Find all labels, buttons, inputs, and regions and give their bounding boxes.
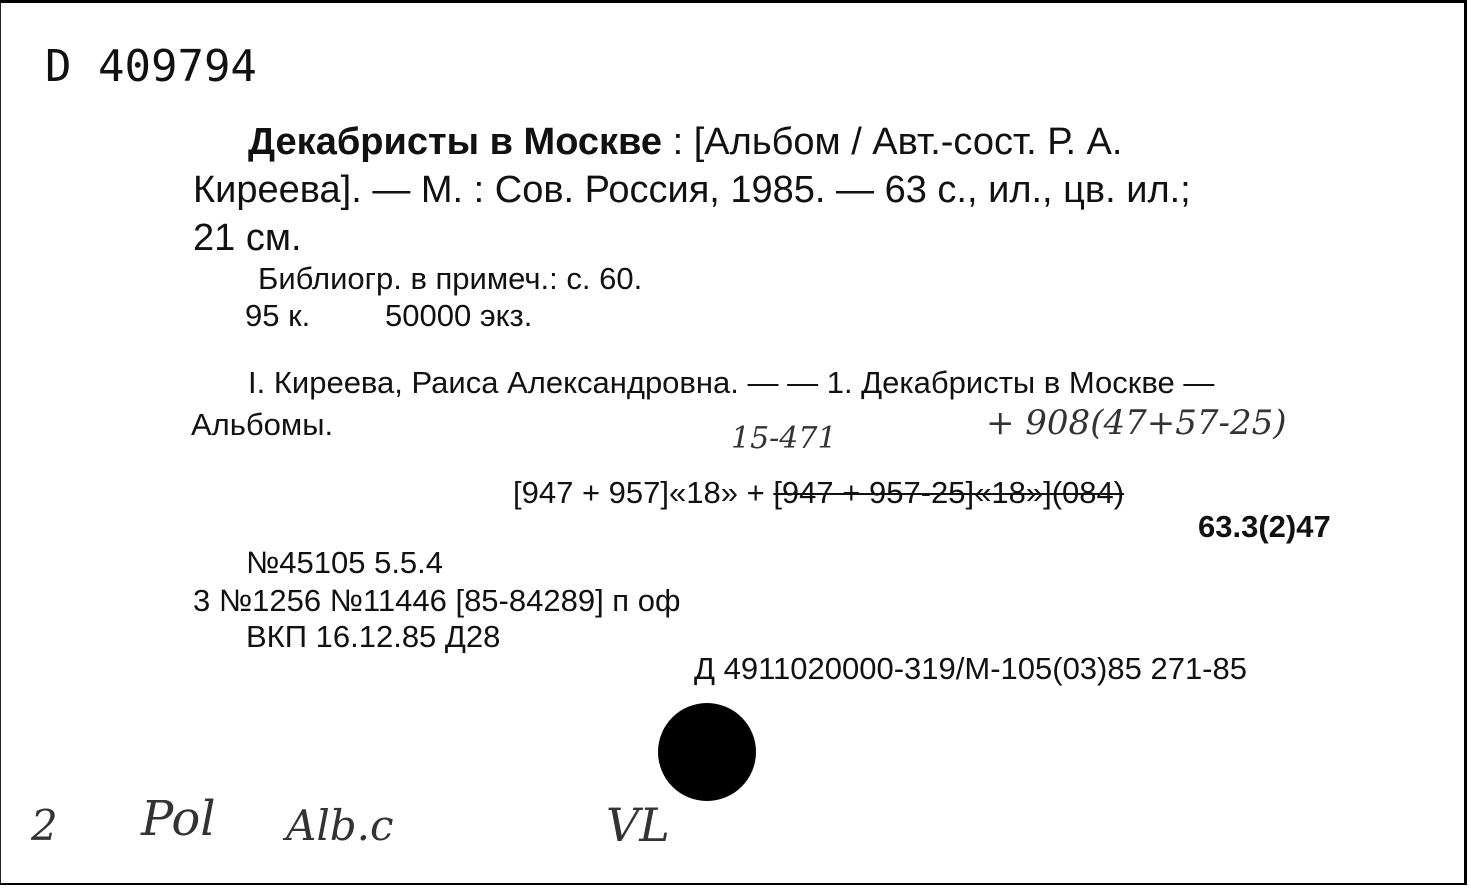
- handwritten-classification: + 908(47+57-25): [986, 403, 1287, 443]
- price: 95 к.: [245, 298, 311, 333]
- print-run: 50000 экз.: [385, 298, 533, 333]
- handwritten-bottom-1: 2: [31, 801, 58, 850]
- title-note: : [Альбом / Авт.-сост. Р. А.: [672, 121, 1123, 163]
- handwritten-bottom-3: Alb.c: [286, 801, 394, 850]
- title-line-3: 21 см.: [193, 217, 302, 259]
- handwritten-bottom-2: Pol: [141, 791, 216, 847]
- bbk-index: 63.3(2)47: [1198, 509, 1331, 544]
- bibliography-note: Библиогр. в примеч.: с. 60.: [258, 261, 643, 296]
- classification-line: [513, 475, 1124, 511]
- title-line-1: [248, 121, 1122, 164]
- handwritten-number: 15-471: [731, 421, 837, 456]
- order-numbers: 3 №1256 №11446 [85-84289] п оф: [193, 583, 681, 618]
- punch-hole: [658, 703, 756, 801]
- book-title: Декабристы в Москве: [248, 121, 663, 163]
- handwritten-bottom-4: VL: [606, 798, 670, 852]
- classification-b-struck: [947 + 957-25]«18»](084): [773, 475, 1125, 510]
- tracing-line-1: I. Киреева, Раиса Александровна. — — 1. Декабристы в Москве —: [248, 365, 1215, 400]
- title-line-2: Киреева]. — М. : Сов. Россия, 1985. — 63 с., ил., цв. ил.;: [193, 169, 1191, 211]
- classification-a: [947 + 957]«18» +: [513, 475, 765, 510]
- tracing-line-2: Альбомы.: [191, 407, 334, 442]
- vkp-line: ВКП 16.12.85 Д28: [246, 619, 501, 654]
- publisher-code: Д 4911020000-319/М-105(03)85 271-85: [694, 651, 1247, 686]
- call-number: D 409794: [45, 41, 257, 92]
- record-number: №45105 5.5.4: [246, 545, 444, 580]
